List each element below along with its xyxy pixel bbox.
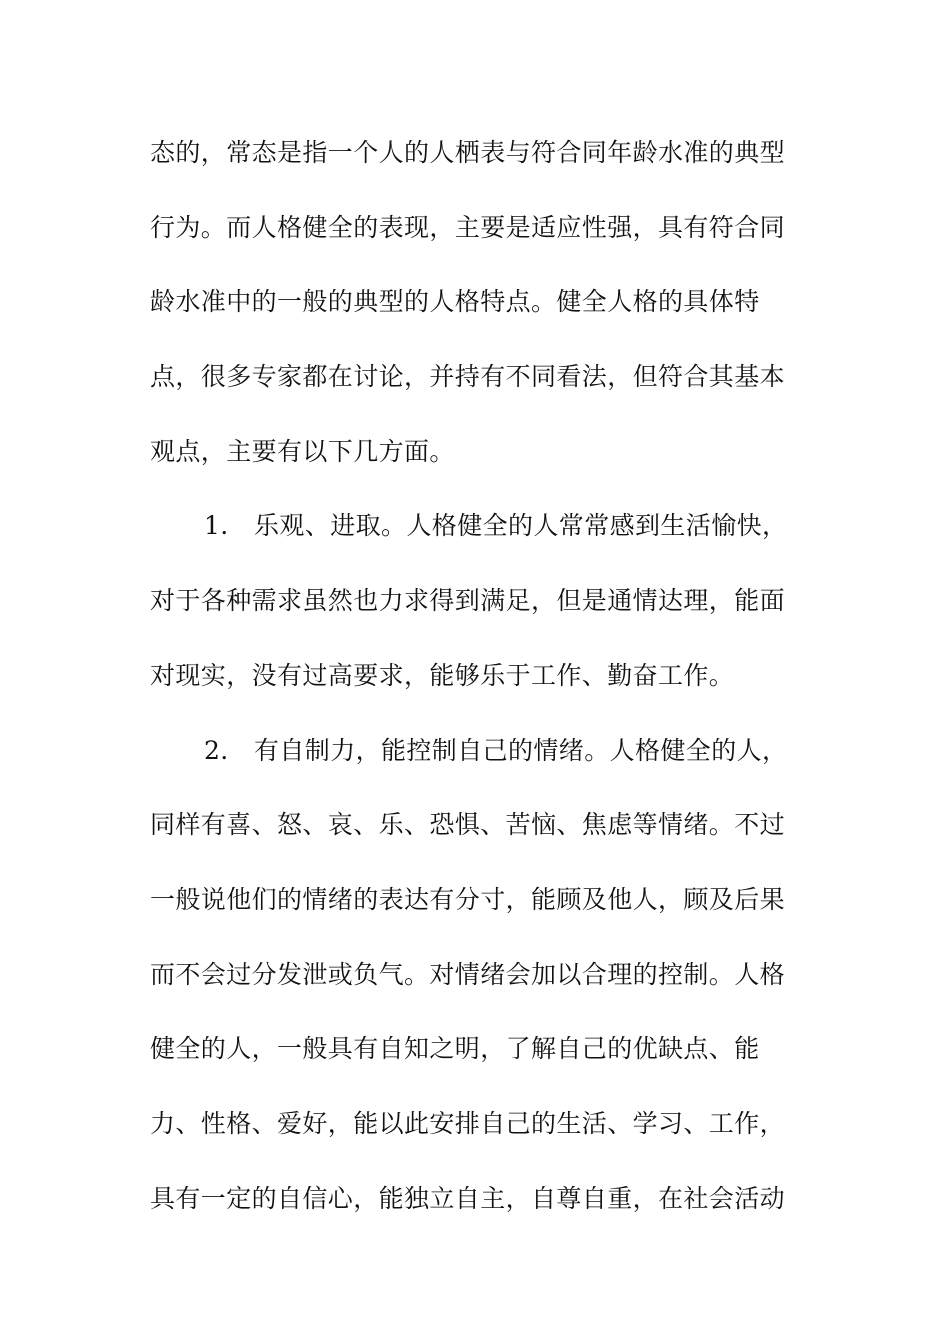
text-line: 一般说他们的情绪的表达有分寸，能顾及他人，顾及后果 <box>150 884 786 914</box>
text-line: 点，很多专家都在讨论，并持有不同看法，但符合其基本 <box>150 362 786 392</box>
text-line: 而不会过分发泄或负气。对情绪会加以合理的控制。人格 <box>150 959 786 989</box>
body-text <box>150 128 810 1248</box>
list-item-2-number: 2. <box>204 735 229 765</box>
text-line: 对于各种需求虽然也力求得到满足，但是通情达理，能面 <box>150 586 786 616</box>
list-item-2-heading <box>150 726 810 801</box>
text-line: 同样有喜、怒、哀、乐、恐惧、苦恼、焦虑等情绪。不过 <box>150 810 786 840</box>
text-line: 具有一定的自信心，能独立自主，自尊自重，在社会活动 <box>150 1183 786 1213</box>
text-line: 健全的人，一般具有自知之明，了解自己的优缺点、能 <box>150 1034 760 1064</box>
text-line: 对现实，没有过高要求，能够乐于工作、勤奋工作。 <box>150 660 735 690</box>
list-item-2-first-line: 有自制力，能控制自己的情绪。人格健全的人， <box>254 735 788 765</box>
list-item-1-first-line: 乐观、进取。人格健全的人常常感到生活愉快， <box>254 511 788 541</box>
text-line: 态的，常态是指一个人的人栖表与符合同年龄水准的典型 <box>150 138 786 167</box>
text-line: 行为。而人格健全的表现，主要是适应性强，具有符合同 <box>150 212 786 242</box>
text-line: 力、性格、爱好，能以此安排自己的生活、学习、工作， <box>150 1108 786 1138</box>
text-line: 观点，主要有以下几方面。 <box>150 436 455 466</box>
text-line: 龄水准中的一般的典型的人格特点。健全人格的具体特 <box>150 287 760 317</box>
list-item-1-heading <box>150 501 810 576</box>
list-item-1-number: 1. <box>204 511 229 541</box>
